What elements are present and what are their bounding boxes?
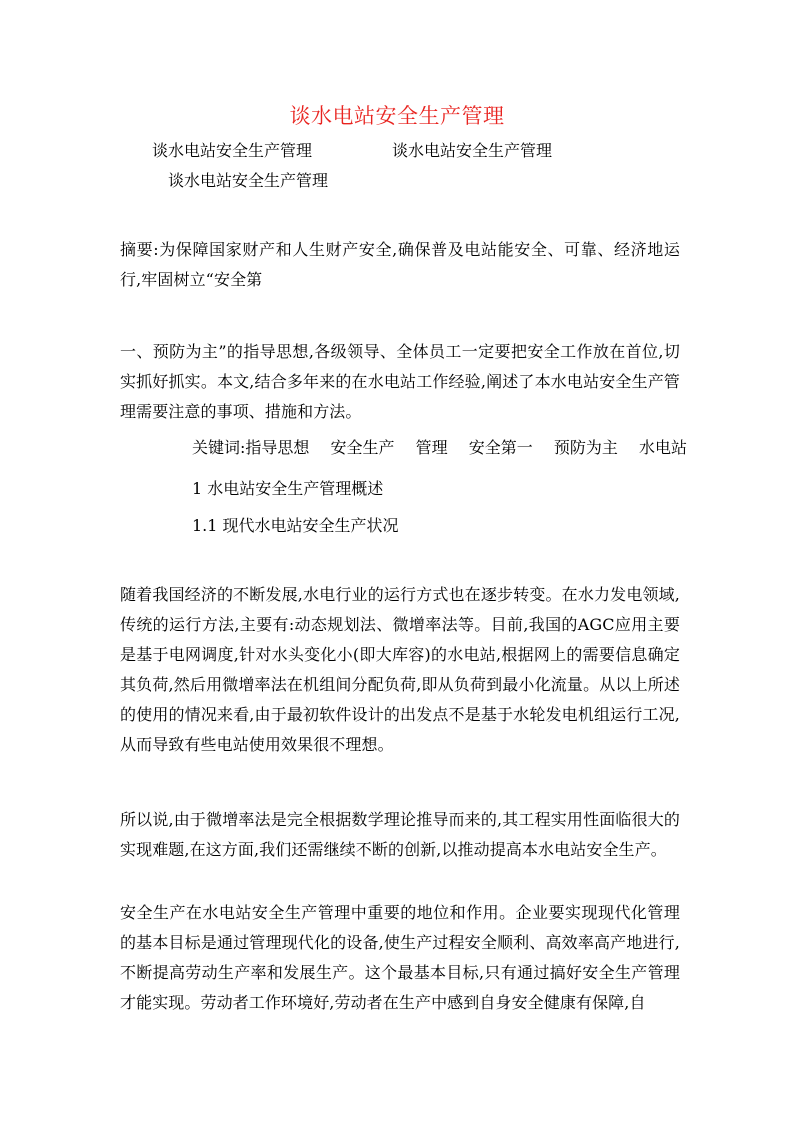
abstract-paragraph: 摘要:为保障国家财产和人生财产安全,确保普及电站能安全、可靠、经济地运行,牢固树立“安全第	[120, 240, 680, 289]
subtitle-second-line: 谈水电站安全生产管理	[168, 171, 329, 190]
body-paragraph-3: 安全生产在水电站安全生产管理中重要的地位和作用。企业要实现现代化管理的基本目标是通过管理现代化的设备,使生产过程安全顺利、高效率高产地进行,不断提高劳动生产率和发展生产。这个最基本目标,只有通过搞好安全生产管理才能实现。劳动者工作环境好,劳动者在生产中感到自身安全健康有保障,自	[120, 903, 680, 1012]
keyword-item: 关键词:指导思想	[192, 438, 310, 457]
section-heading: 1 水电站安全生产管理概述	[192, 479, 384, 498]
intro-paragraph: 一、预防为主”的指导思想,各级领导、全体员工一定要把安全工作放在首位,切实抓好抓实。本文,结合多年来的在水电站工作经验,阐述了本水电站安全生产管理需要注意的事项、措施和方法。	[120, 342, 680, 421]
body-paragraph-1: 随着我国经济的不断发展,水电行业的运行方式也在逐步转变。在水力发电领域,传统的运行方法,主要有:动态规划法、微增率法等。目前,我国的AGC应用主要是基于电网调度,针对水头变化小(即大库容)的水电站,根据网上的需要信息确定其负荷,然后用微增率法在机组间分配负荷,即从负荷到最小化流量。从以上所述的使用的情况来看,由于最初软件设计的出发点不是基于水轮发电机组运行工况,从而导致有些电站使用效果很不理想。	[120, 585, 680, 754]
keyword-item: 水电站	[638, 438, 687, 457]
keyword-item: 管理	[415, 438, 448, 457]
keyword-item: 预防为主	[553, 438, 618, 457]
subtitle-right: 谈水电站安全生产管理	[392, 141, 553, 160]
subsection-heading: 1.1 现代水电站安全生产状况	[192, 516, 399, 535]
body-paragraph-2: 所以说,由于微增率法是完全根据数学理论推导而来的,其工程实用性面临很大的实现难题,在这方面,我们还需继续不断的创新,以推动提高本水电站安全生产。	[120, 810, 680, 859]
subtitle-left: 谈水电站安全生产管理	[152, 141, 313, 160]
keyword-item: 安全生产	[330, 438, 395, 457]
keywords-line	[192, 437, 703, 459]
keyword-item: 安全第一	[468, 438, 533, 457]
document-title: 谈水电站安全生产管理	[289, 104, 505, 128]
